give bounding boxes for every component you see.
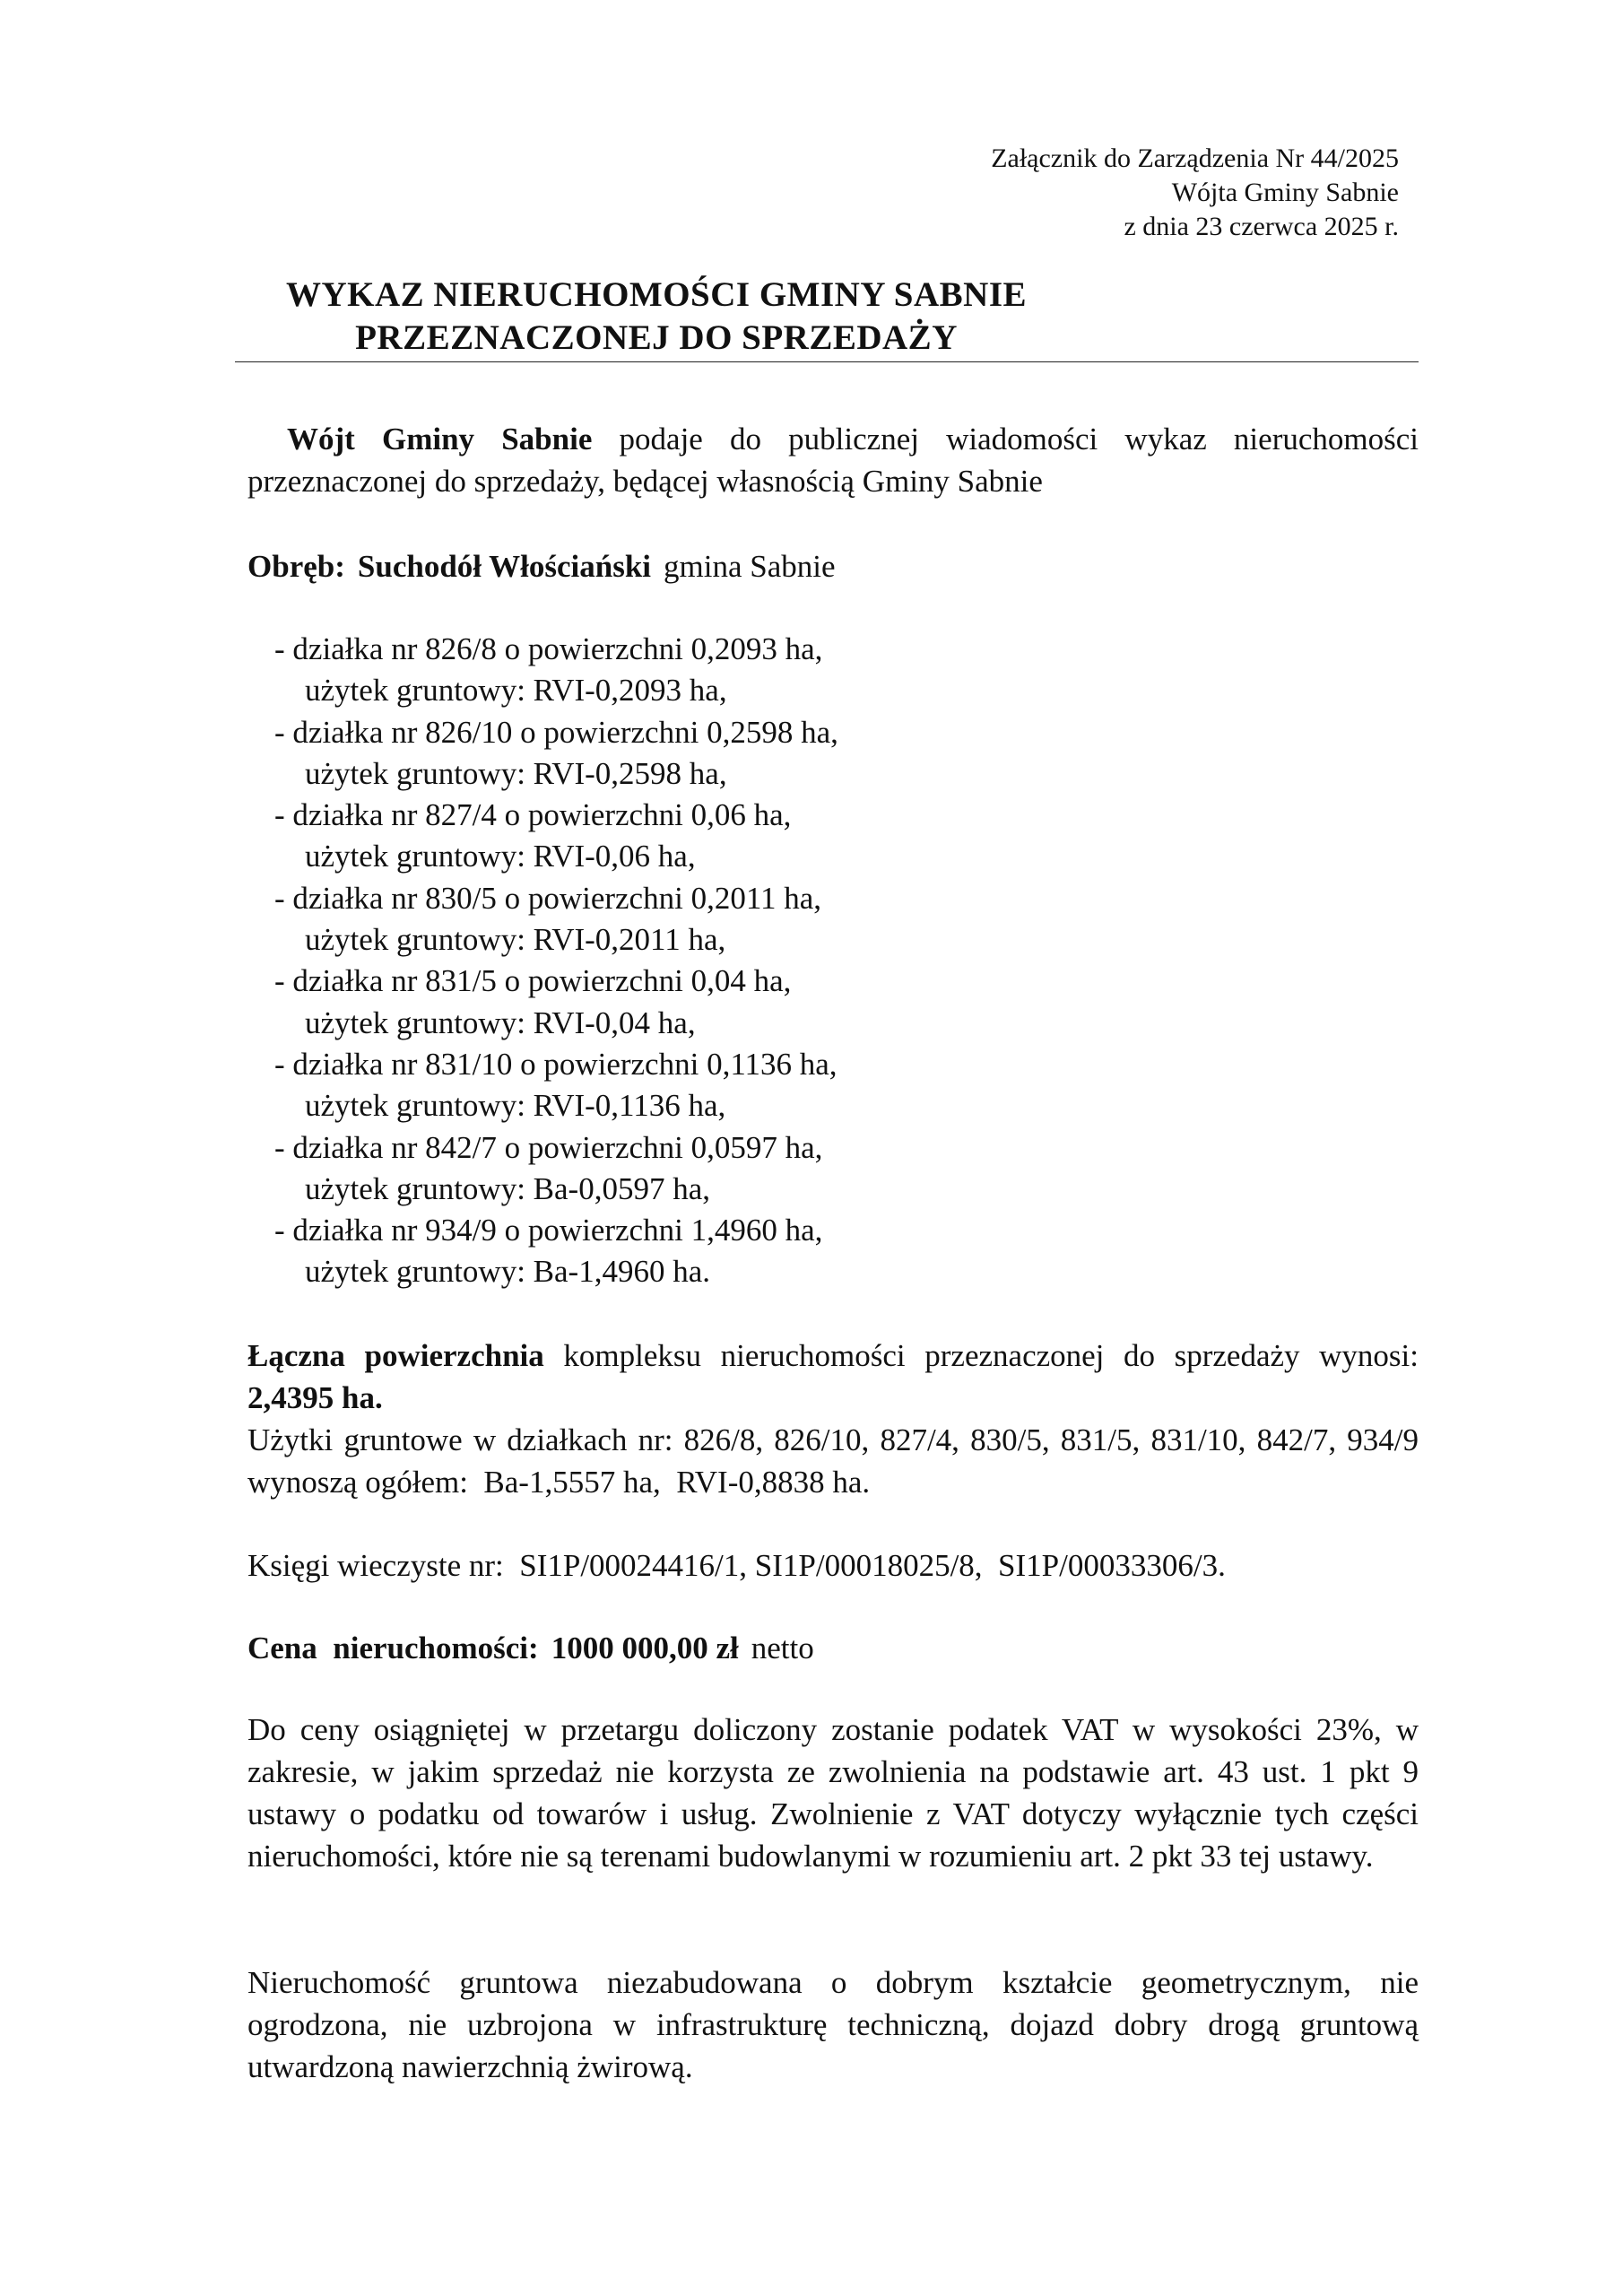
- plot-item: - działka nr 826/8 o powierzchni 0,2093 ha,: [274, 631, 823, 666]
- obreb-rest: gmina Sabnie: [664, 549, 836, 584]
- obreb-line: [247, 545, 1419, 587]
- plot-land-use: użytek gruntowy: RVI-0,1136 ha,: [305, 1088, 726, 1124]
- plot-item: - działka nr 842/7 o powierzchni 0,0597 ha,: [274, 1129, 823, 1165]
- title-line-1: WYKAZ NIERUCHOMOŚCI GMINY SABNIE: [285, 275, 1028, 314]
- title-line-2: PRZEZNACZONEJ DO SPRZEDAŻY: [355, 318, 958, 357]
- document-title: [235, 274, 1419, 360]
- annex-header: [991, 142, 1399, 244]
- annex-line-2: Wójta Gminy Sabnie: [1171, 178, 1399, 207]
- plot-land-use: użytek gruntowy: Ba-1,4960 ha.: [305, 1254, 710, 1290]
- annex-line-1: Załącznik do Zarządzenia Nr 44/2025: [991, 144, 1399, 173]
- plot-land-use: użytek gruntowy: RVI-0,06 ha,: [305, 839, 696, 874]
- plot-item: - działka nr 831/10 o powierzchni 0,1136 ha,: [274, 1046, 838, 1082]
- obreb-label: Obręb:: [247, 549, 345, 584]
- land-uses-sentence: Użytki gruntowe w działkach nr: 826/8, 826/10, 827/4, 830/5, 831/5, 831/10, 842/7, 934/9 wynoszą ogółem: Ba-1,5557 ha, RVI-0,8838 ha.: [247, 1422, 1435, 1500]
- price-line: [247, 1627, 1419, 1669]
- plot-item: - działka nr 830/5 o powierzchni 0,2011 ha,: [274, 880, 822, 916]
- annex-line-3: z dnia 23 czerwca 2025 r.: [1124, 212, 1399, 241]
- total-area-sentence: [247, 1335, 1419, 1419]
- plot-list: [274, 629, 838, 1293]
- price-suffix: netto: [751, 1631, 814, 1665]
- plot-land-use: użytek gruntowy: RVI-0,2011 ha,: [305, 922, 726, 958]
- intro-bold: Wójt Gminy Sabnie: [287, 422, 593, 457]
- total-area-paragraph: [247, 1335, 1435, 1503]
- plot-land-use: użytek gruntowy: RVI-0,2598 ha,: [305, 755, 727, 791]
- plot-land-use: użytek gruntowy: RVI-0,2093 ha,: [305, 673, 727, 709]
- plot-item: - działka nr 827/4 o powierzchni 0,06 ha,: [274, 797, 792, 833]
- plot-land-use: użytek gruntowy: Ba-0,0597 ha,: [305, 1170, 710, 1206]
- total-bold: Łączna powierzchnia: [247, 1338, 544, 1373]
- price-label: Cena nieruchomości:: [247, 1631, 539, 1665]
- plot-item: - działka nr 831/5 o powierzchni 0,04 ha,: [274, 963, 792, 999]
- vat-paragraph: Do ceny osiągniętej w przetargu doliczony zostanie podatek VAT w wysokości 23%, w zakresie, w jakim sprzedaż nie korzysta ze zwolnienia na podstawie art. 43 ust. 1 pkt 9 ustawy o podatku od towarów i usług. Zwolnienie z VAT dotyczy wyłącznie tych części nieruchomości, które nie są terenami budowlanymi w rozumieniu art. 2 pkt 33 tej ustawy.: [247, 1712, 1419, 1874]
- price-value: 1000 000,00 zł: [551, 1631, 739, 1665]
- title-divider: [235, 361, 1419, 362]
- total-value: 2,4395 ha.: [247, 1380, 383, 1415]
- description-paragraph: Nieruchomość gruntowa niezabudowana o dobrym kształcie geometrycznym, nie ogrodzona, nie uzbrojona w infrastrukturę techniczną, dojazd dobry drogą gruntową utwardzoną nawierzchnią żwirową.: [247, 1965, 1419, 2084]
- intro-paragraph: [247, 418, 1419, 502]
- obreb-name: Suchodół Włościański: [357, 549, 652, 584]
- plot-item: - działka nr 934/9 o powierzchni 1,4960 ha,: [274, 1213, 823, 1248]
- total-text: kompleksu nieruchomości przeznaczonej do sprzedaży wynosi:: [543, 1338, 1419, 1373]
- land-registry-line: Księgi wieczyste nr: SI1P/00024416/1, SI1P/00018025/8, SI1P/00033306/3.: [247, 1548, 1226, 1583]
- plot-item: - działka nr 826/10 o powierzchni 0,2598 ha,: [274, 714, 838, 750]
- intro-text: podaje do publicznej wiadomości wykaz nieruchomości przeznaczonej do sprzedaży, będącej własnością Gminy Sabnie: [247, 422, 1419, 499]
- plot-land-use: użytek gruntowy: RVI-0,04 ha,: [305, 1004, 696, 1040]
